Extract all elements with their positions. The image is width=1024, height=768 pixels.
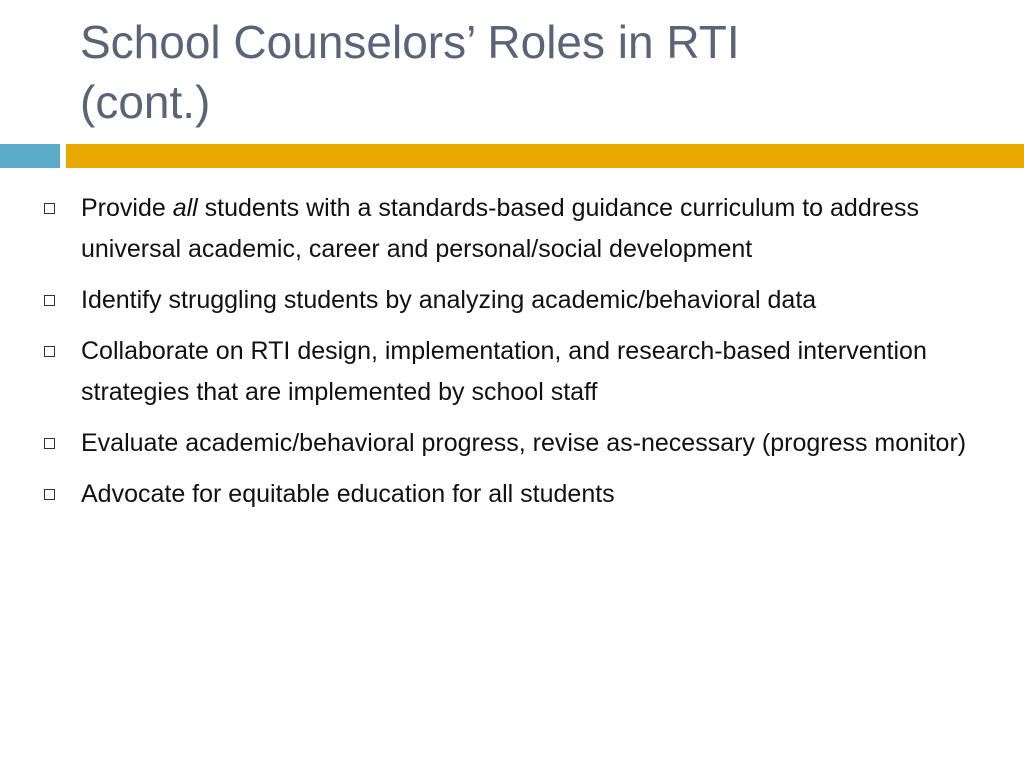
hollow-square-bullet-icon xyxy=(44,203,55,214)
bullet-item xyxy=(44,331,994,413)
hollow-square-bullet-icon xyxy=(44,295,55,306)
accent-bar-blue xyxy=(0,144,60,168)
bullet-item xyxy=(44,423,994,464)
bullet-text: Identify struggling students by analyzing academic/behavioral data xyxy=(81,286,817,314)
hollow-square-bullet-icon xyxy=(44,489,55,500)
bullet-text: Collaborate on RTI design, implementation, and research-based intervention strategies that are implemented by school staff xyxy=(81,337,927,406)
bullet-emphasis: all xyxy=(172,194,198,222)
bullet-item xyxy=(44,188,994,270)
bullet-text-end: students with a standards-based guidance curriculum to address universal academic, career and personal/social development xyxy=(81,194,919,263)
bullet-item xyxy=(44,280,994,321)
bullet-text: Advocate for equitable education for all students xyxy=(81,480,615,508)
hollow-square-bullet-icon xyxy=(44,438,55,449)
bullet-item xyxy=(44,474,994,515)
accent-bar-gold xyxy=(66,144,1024,168)
bullet-text-start: Provide xyxy=(81,194,173,222)
bullet-text: Evaluate academic/behavioral progress, revise as-necessary (progress monitor) xyxy=(81,429,967,457)
slide-title: School Counselors’ Roles in RTI (cont.) xyxy=(80,16,740,128)
hollow-square-bullet-icon xyxy=(44,346,55,357)
bullet-list xyxy=(44,188,994,525)
